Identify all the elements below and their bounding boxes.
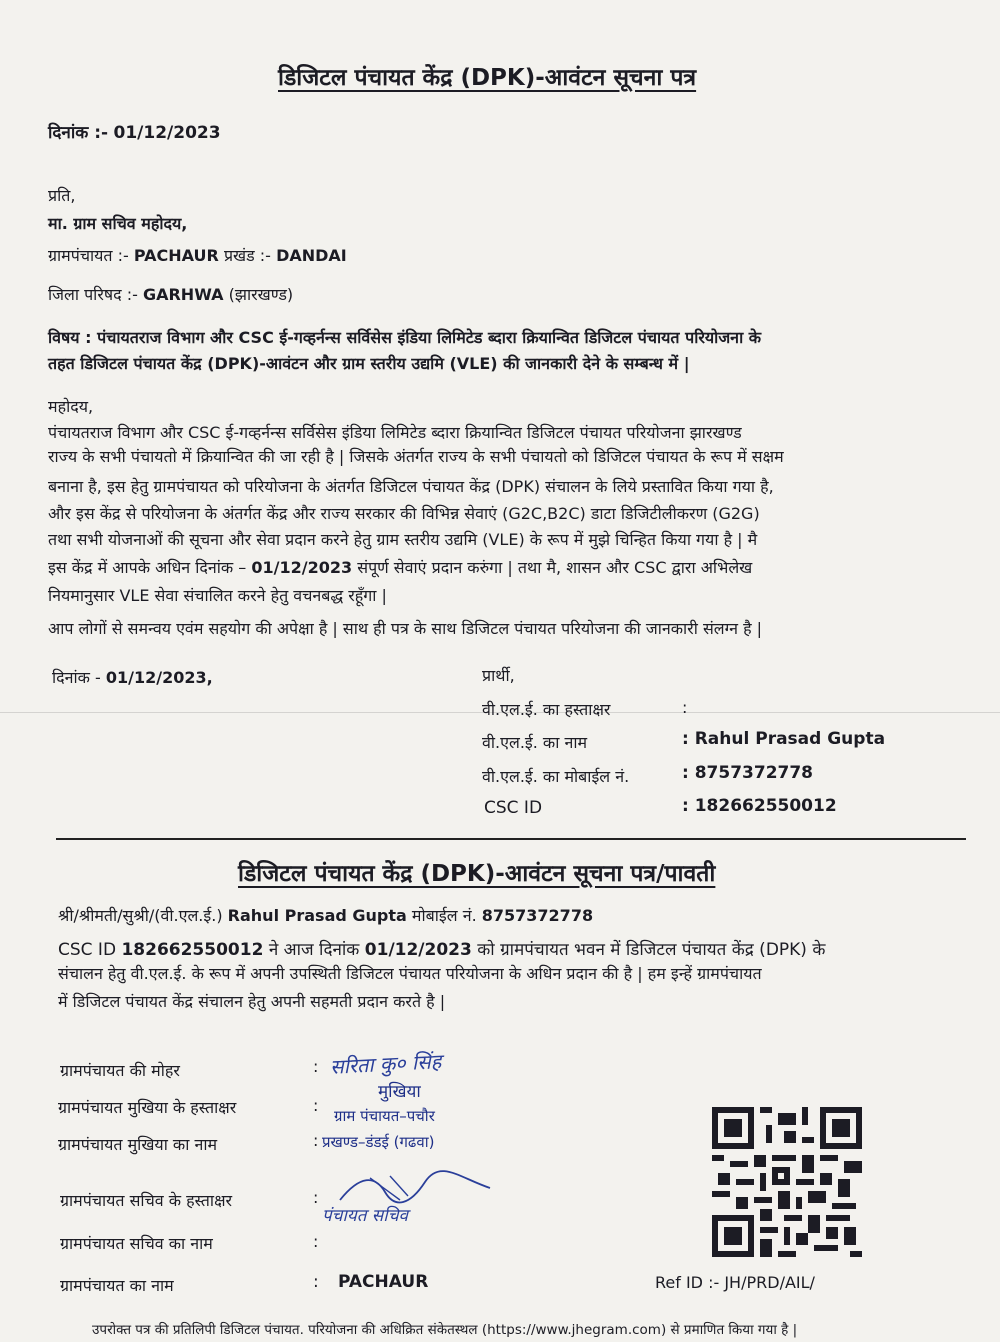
body-line: पंचायतराज विभाग और CSC ई-गव्हर्नन्स सर्विसेस इंडिया लिमिटेड ब्दारा क्रियान्वित डिजिटल पंचायत परियोजना झारखण्ड xyxy=(48,423,742,442)
date-value: 01/12/2023 xyxy=(113,123,221,143)
receipt-mobile: 8757372778 xyxy=(481,906,594,925)
stamp-line-2: ग्राम पंचायत–पचौर xyxy=(334,1107,435,1125)
body-line xyxy=(48,557,752,580)
vle-mobile-label: वी.एल.ई. का मोबाईल नं. xyxy=(482,767,630,786)
stamp-line-3: प्रखण्ड–डंडई (गढवा) xyxy=(322,1133,435,1151)
closing-date xyxy=(52,666,213,688)
panchayat-line xyxy=(48,244,347,266)
receipt-line-3: संचालन हेतु वी.एल.ई. के रूप में अपनी उपस्थिती डिजिटल पंचायत परियोजना के अधिन प्रदान की है | हम इन्हें ग्रामपंचायत xyxy=(58,964,762,983)
vle-signature-label: वी.एल.ई. का हस्ताक्षर xyxy=(482,700,611,719)
receipt-line-1 xyxy=(58,904,593,926)
panchayat-name-label: ग्रामपंचायत का नाम xyxy=(60,1276,174,1295)
receipt-line-2 xyxy=(58,937,825,960)
closing-date-label: दिनांक - xyxy=(52,668,101,687)
applicant-label: प्रार्थी, xyxy=(482,666,515,685)
body-line: तथा सभी योजनाओं की सूचना और सेवा प्रदान करने हेतु ग्राम स्तरीय उद्यमि (VLE) के रूप में मुझे चिन्हित किया गया है | मै xyxy=(48,530,758,549)
letter-date xyxy=(48,120,221,143)
vle-mobile-value: : 8757372778 xyxy=(682,763,814,783)
panchayat-value: PACHAUR xyxy=(133,246,219,265)
vle-signature-value: : xyxy=(682,698,688,717)
page-title: डिजिटल पंचायत केंद्र (DPK)-आवंटन सूचना पत्र xyxy=(278,65,697,91)
addressee: मा. ग्राम सचिव महोदय, xyxy=(48,214,188,233)
closing-date-value: 01/12/2023, xyxy=(105,668,213,687)
panchayat-name-colon: : xyxy=(313,1272,319,1292)
panchayat-name-value: PACHAUR xyxy=(338,1272,429,1292)
sachiv-signature-colon: : xyxy=(313,1188,319,1207)
receipt-rest: को ग्रामपंचायत भवन में डिजिटल पंचायत केंद्र (DPK) के xyxy=(477,940,826,960)
receipt-mid: ने आज दिनांक xyxy=(268,940,360,960)
body-date: 01/12/2023 xyxy=(251,558,353,577)
body-line-6b: संपूर्ण सेवाएं प्रदान करुंगा | तथा मै, शासन और CSC द्वारा अभिलेख xyxy=(357,558,753,577)
salutation: महोदय, xyxy=(48,397,94,416)
date-label: दिनांक :- xyxy=(48,123,109,143)
block-label: प्रखंड :- xyxy=(223,246,271,265)
sachiv-stamp: पंचायत सचिव xyxy=(322,1206,408,1226)
receipt-line-4: में डिजिटल पंचायत केंद्र संचालन हेतु अपनी सहमती प्रदान करते है | xyxy=(58,992,446,1011)
district-line xyxy=(48,283,293,305)
mukhiya-handwritten-signature: सरिता कु० सिंह xyxy=(329,1049,442,1079)
ref-id: Ref ID :- JH/PRD/AIL/ xyxy=(655,1273,815,1292)
vle-name-label: वी.एल.ई. का नाम xyxy=(482,733,588,752)
footer-note: उपरोक्त पत्र की प्रतिलिपी डिजिटल पंचायत. परियोजना की अधिक्रित संकेतस्थल (https://www.jhegram.com) से प्रमाणित किया गया है | xyxy=(92,1322,798,1338)
seal-colon: : xyxy=(313,1057,319,1076)
body-line: आप लोगों से समन्वय एवंम सहयोग की अपेक्षा है | साथ ही पत्र के साथ डिजिटल पंचायत परियोजना की जानकारी संलग्न है | xyxy=(48,619,763,638)
receipt-prefix: श्री/श्रीमती/सुश्री/(वी.एल.ई.) xyxy=(58,906,223,925)
vle-name-value: : Rahul Prasad Gupta xyxy=(682,729,886,749)
seal-label: ग्रामपंचायत की मोहर xyxy=(60,1061,180,1080)
address-to: प्रति, xyxy=(48,186,76,205)
body-line: राज्य के सभी पंचायतो में क्रियान्वित की जा रही है | जिसके अंतर्गत राज्य के सभी पंचायतो को डिजिटल पंचायत के रूप में सक्षम xyxy=(48,447,784,466)
receipt-date: 01/12/2023 xyxy=(364,940,472,960)
mukhiya-name-colon: : xyxy=(313,1131,319,1150)
district-value: GARHWA xyxy=(142,285,224,304)
mukhiya-name-label: ग्रामपंचायत मुखिया का नाम xyxy=(58,1135,218,1154)
block-value: DANDAI xyxy=(276,246,347,265)
body-line-6a: इस केंद्र में आपके अधिन दिनांक – xyxy=(48,558,247,577)
body-line: नियमानुसार VLE सेवा संचालित करने हेतु वचनबद्ध रहूँगा | xyxy=(48,586,387,605)
district-label: जिला परिषद :- xyxy=(48,285,138,304)
subject-line-2: तहत डिजिटल पंचायत केंद्र (DPK)-आवंटन और ग्राम स्तरीय उद्यमि (VLE) की जानकारी देने के सम्बन्ध में | xyxy=(48,354,690,373)
mukhiya-signature-colon: : xyxy=(313,1096,319,1115)
section-divider xyxy=(56,838,966,840)
sachiv-name-colon: : xyxy=(313,1232,319,1251)
stamp-line-1: मुखिया xyxy=(378,1082,421,1102)
sachiv-signature-label: ग्रामपंचायत सचिव के हस्ताक्षर xyxy=(60,1191,233,1210)
receipt-csc-id: 182662550012 xyxy=(121,940,264,960)
qr-code-icon xyxy=(712,1107,862,1257)
state-value: (झारखण्ड) xyxy=(228,285,294,304)
sachiv-name-label: ग्रामपंचायत सचिव का नाम xyxy=(60,1234,213,1253)
csc-id-value: : 182662550012 xyxy=(682,796,837,816)
panchayat-label: ग्रामपंचायत :- xyxy=(48,246,129,265)
receipt-title: डिजिटल पंचायत केंद्र (DPK)-आवंटन सूचना पत्र/पावती xyxy=(238,861,716,887)
receipt-csc-label: CSC ID xyxy=(58,940,117,960)
body-line: बनाना है, इस हेतु ग्रामपंचायत को परियोजना के अंतर्गत डिजिटल पंचायत केंद्र (DPK) संचालन के लिये प्रस्तावित किया गया है, xyxy=(48,477,774,496)
receipt-vle-name: Rahul Prasad Gupta xyxy=(227,906,407,925)
mukhiya-signature-label: ग्रामपंचायत मुखिया के हस्ताक्षर xyxy=(58,1098,237,1117)
csc-id-label: CSC ID xyxy=(484,798,543,818)
body-line: और इस केंद्र से परियोजना के अंतर्गत केंद्र और राज्य सरकार की विभिन्न सेवाएं (G2C,B2C) डाटा डिजिटीलीकरण (G2G) xyxy=(48,504,760,523)
receipt-mobile-label: मोबाईल नं. xyxy=(411,906,477,925)
subject-line-1: विषय : पंचायतराज विभाग और CSC ई-गव्हर्नन्स सर्विसेस इंडिया लिमिटेड ब्दारा क्रियान्वित डिजिटल पंचायत परियोजना के xyxy=(48,328,762,347)
